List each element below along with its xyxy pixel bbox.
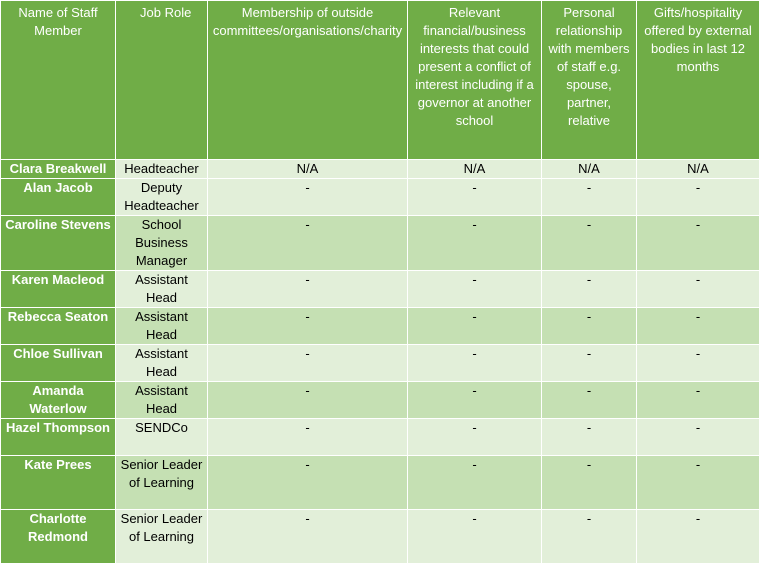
job-role: SENDCo bbox=[116, 419, 208, 456]
table-row bbox=[1, 216, 759, 271]
relationship-value: - bbox=[542, 308, 637, 345]
relationship-value: - bbox=[542, 179, 637, 216]
header-name: Name of Staff Member bbox=[1, 1, 116, 160]
staff-name: Alan Jacob bbox=[1, 179, 116, 216]
job-role: Senior Leader of Learning bbox=[116, 456, 208, 510]
table-row bbox=[1, 419, 759, 456]
job-role: Deputy Headteacher bbox=[116, 179, 208, 216]
financial-value: N/A bbox=[408, 160, 542, 179]
relationship-value: - bbox=[542, 216, 637, 271]
membership-value: - bbox=[208, 510, 408, 564]
membership-value: - bbox=[208, 271, 408, 308]
gifts-value: - bbox=[637, 419, 759, 456]
relationship-value: - bbox=[542, 419, 637, 456]
table-row bbox=[1, 510, 759, 564]
staff-name: Charlotte Redmond bbox=[1, 510, 116, 564]
header-membership: Membership of outside committees/organisations/charity bbox=[208, 1, 408, 160]
job-role: Assistant Head bbox=[116, 382, 208, 419]
financial-value: - bbox=[408, 271, 542, 308]
membership-value: N/A bbox=[208, 160, 408, 179]
financial-value: - bbox=[408, 345, 542, 382]
job-role: Assistant Head bbox=[116, 271, 208, 308]
job-role: Assistant Head bbox=[116, 308, 208, 345]
table-row bbox=[1, 382, 759, 419]
job-role: School Business Manager bbox=[116, 216, 208, 271]
job-role: Senior Leader of Learning bbox=[116, 510, 208, 564]
gifts-value: - bbox=[637, 382, 759, 419]
relationship-value: N/A bbox=[542, 160, 637, 179]
membership-value: - bbox=[208, 456, 408, 510]
staff-name: Karen Macleod bbox=[1, 271, 116, 308]
job-role: Headteacher bbox=[116, 160, 208, 179]
header-row bbox=[1, 1, 759, 160]
header-financial-interests: Relevant financial/business interests that could present a conflict of interest including if a governor at another school bbox=[408, 1, 542, 160]
staff-name: Kate Prees bbox=[1, 456, 116, 510]
gifts-value: - bbox=[637, 308, 759, 345]
staff-name: Hazel Thompson bbox=[1, 419, 116, 456]
table-row bbox=[1, 160, 759, 179]
relationship-value: - bbox=[542, 456, 637, 510]
relationship-value: - bbox=[542, 510, 637, 564]
gifts-value: - bbox=[637, 271, 759, 308]
job-role: Assistant Head bbox=[116, 345, 208, 382]
staff-name: Amanda Waterlow bbox=[1, 382, 116, 419]
membership-value: - bbox=[208, 179, 408, 216]
table-row bbox=[1, 456, 759, 510]
financial-value: - bbox=[408, 456, 542, 510]
relationship-value: - bbox=[542, 271, 637, 308]
staff-name: Clara Breakwell bbox=[1, 160, 116, 179]
staff-name: Chloe Sullivan bbox=[1, 345, 116, 382]
gifts-value: N/A bbox=[637, 160, 759, 179]
gifts-value: - bbox=[637, 216, 759, 271]
gifts-value: - bbox=[637, 345, 759, 382]
gifts-value: - bbox=[637, 456, 759, 510]
header-personal-relationship: Personal relationship with members of staff e.g. spouse, partner, relative bbox=[542, 1, 637, 160]
gifts-value: - bbox=[637, 179, 759, 216]
membership-value: - bbox=[208, 216, 408, 271]
header-gifts-hospitality: Gifts/hospitality offered by external bodies in last 12 months bbox=[637, 1, 759, 160]
table-row bbox=[1, 345, 759, 382]
financial-value: - bbox=[408, 308, 542, 345]
table-row bbox=[1, 271, 759, 308]
financial-value: - bbox=[408, 382, 542, 419]
financial-value: - bbox=[408, 510, 542, 564]
relationship-value: - bbox=[542, 382, 637, 419]
relationship-value: - bbox=[542, 345, 637, 382]
table-row bbox=[1, 179, 759, 216]
membership-value: - bbox=[208, 345, 408, 382]
financial-value: - bbox=[408, 419, 542, 456]
membership-value: - bbox=[208, 419, 408, 456]
staff-name: Caroline Stevens bbox=[1, 216, 116, 271]
table-row bbox=[1, 308, 759, 345]
membership-value: - bbox=[208, 382, 408, 419]
staff-name: Rebecca Seaton bbox=[1, 308, 116, 345]
financial-value: - bbox=[408, 179, 542, 216]
gifts-value: - bbox=[637, 510, 759, 564]
financial-value: - bbox=[408, 216, 542, 271]
header-job-role: Job Role bbox=[116, 1, 208, 160]
membership-value: - bbox=[208, 308, 408, 345]
